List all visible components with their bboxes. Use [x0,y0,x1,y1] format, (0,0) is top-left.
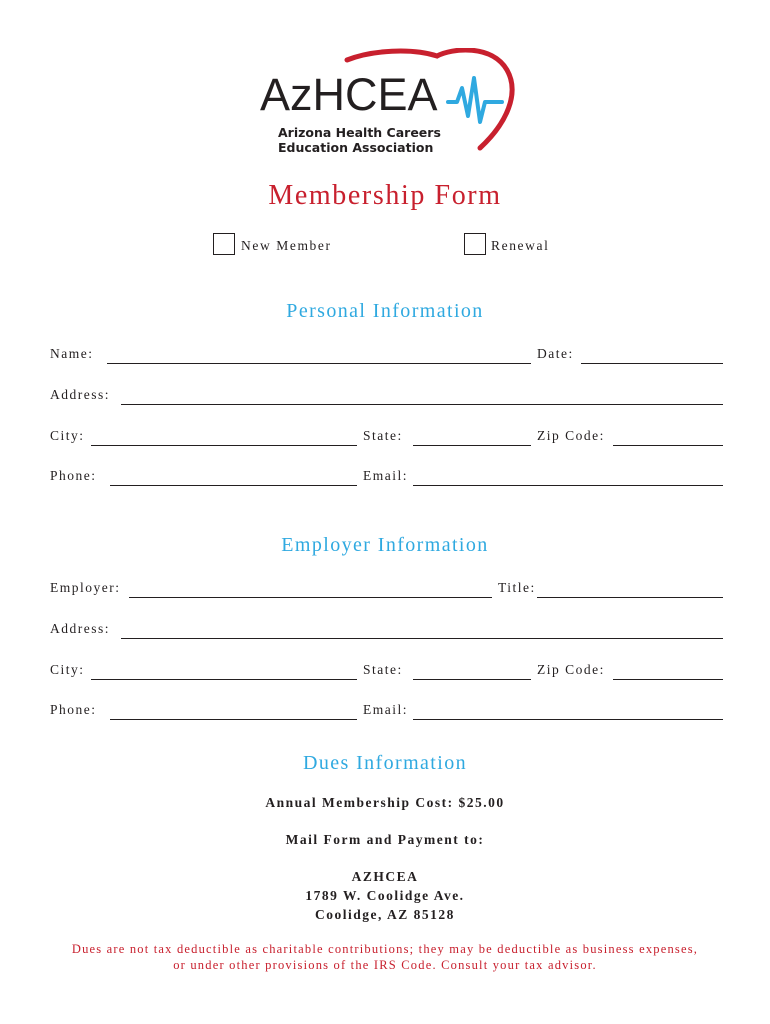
employer-zip-label: Zip Code: [537,662,605,677]
new-member-checkbox[interactable] [213,233,235,255]
employer-field[interactable] [129,597,492,598]
disclaimer-line-1: Dues are not tax deductible as charitable contributions; they may be deductible as business expenses, [71,942,699,956]
state-field[interactable] [413,445,531,446]
employer-label: Employer: [50,580,121,595]
employer-phone-field[interactable] [110,719,357,720]
name-field[interactable] [107,363,531,364]
dues-info-heading: Dues Information [302,752,468,774]
employer-state-label: State: [363,662,403,677]
employer-zip-field[interactable] [613,679,723,680]
logo-line-2: Education Association [278,140,434,155]
mail-street: 1789 W. Coolidge Ave. [305,888,465,903]
date-field[interactable] [581,363,723,364]
disclaimer-line-2: or under other provisions of the IRS Code. Consult your tax advisor. [173,958,597,972]
membership-cost: Annual Membership Cost: $25.00 [265,795,505,810]
mail-city: Coolidge, AZ 85128 [315,907,455,922]
job-title-label: Title: [498,580,536,595]
personal-info-heading: Personal Information [286,300,484,322]
employer-email-label: Email: [363,702,408,717]
name-label: Name: [50,346,94,361]
address-field[interactable] [121,404,723,405]
employer-phone-label: Phone: [50,702,97,717]
employer-info-heading: Employer Information [281,534,489,556]
employer-address-field[interactable] [121,638,723,639]
city-field[interactable] [91,445,357,446]
email-field[interactable] [413,485,723,486]
renewal-checkbox[interactable] [464,233,486,255]
new-member-label: New Member [241,238,332,253]
state-label: State: [363,428,403,443]
date-label: Date: [537,346,574,361]
city-label: City: [50,428,85,443]
zip-label: Zip Code: [537,428,605,443]
mail-org: AZHCEA [351,869,419,884]
job-title-field[interactable] [537,597,723,598]
logo [252,48,522,160]
email-label: Email: [363,468,408,483]
employer-state-field[interactable] [413,679,531,680]
address-label: Address: [50,387,110,402]
renewal-label: Renewal [491,238,550,253]
mail-to-label: Mail Form and Payment to: [285,832,485,847]
phone-label: Phone: [50,468,97,483]
form-title: Membership Form [268,180,502,211]
employer-email-field[interactable] [413,719,723,720]
logo-line-1: Arizona Health Careers [278,125,441,140]
logo-wordmark: AzHCEA [260,69,438,120]
employer-city-field[interactable] [91,679,357,680]
phone-field[interactable] [110,485,357,486]
employer-address-label: Address: [50,621,110,636]
zip-field[interactable] [613,445,723,446]
employer-city-label: City: [50,662,85,677]
